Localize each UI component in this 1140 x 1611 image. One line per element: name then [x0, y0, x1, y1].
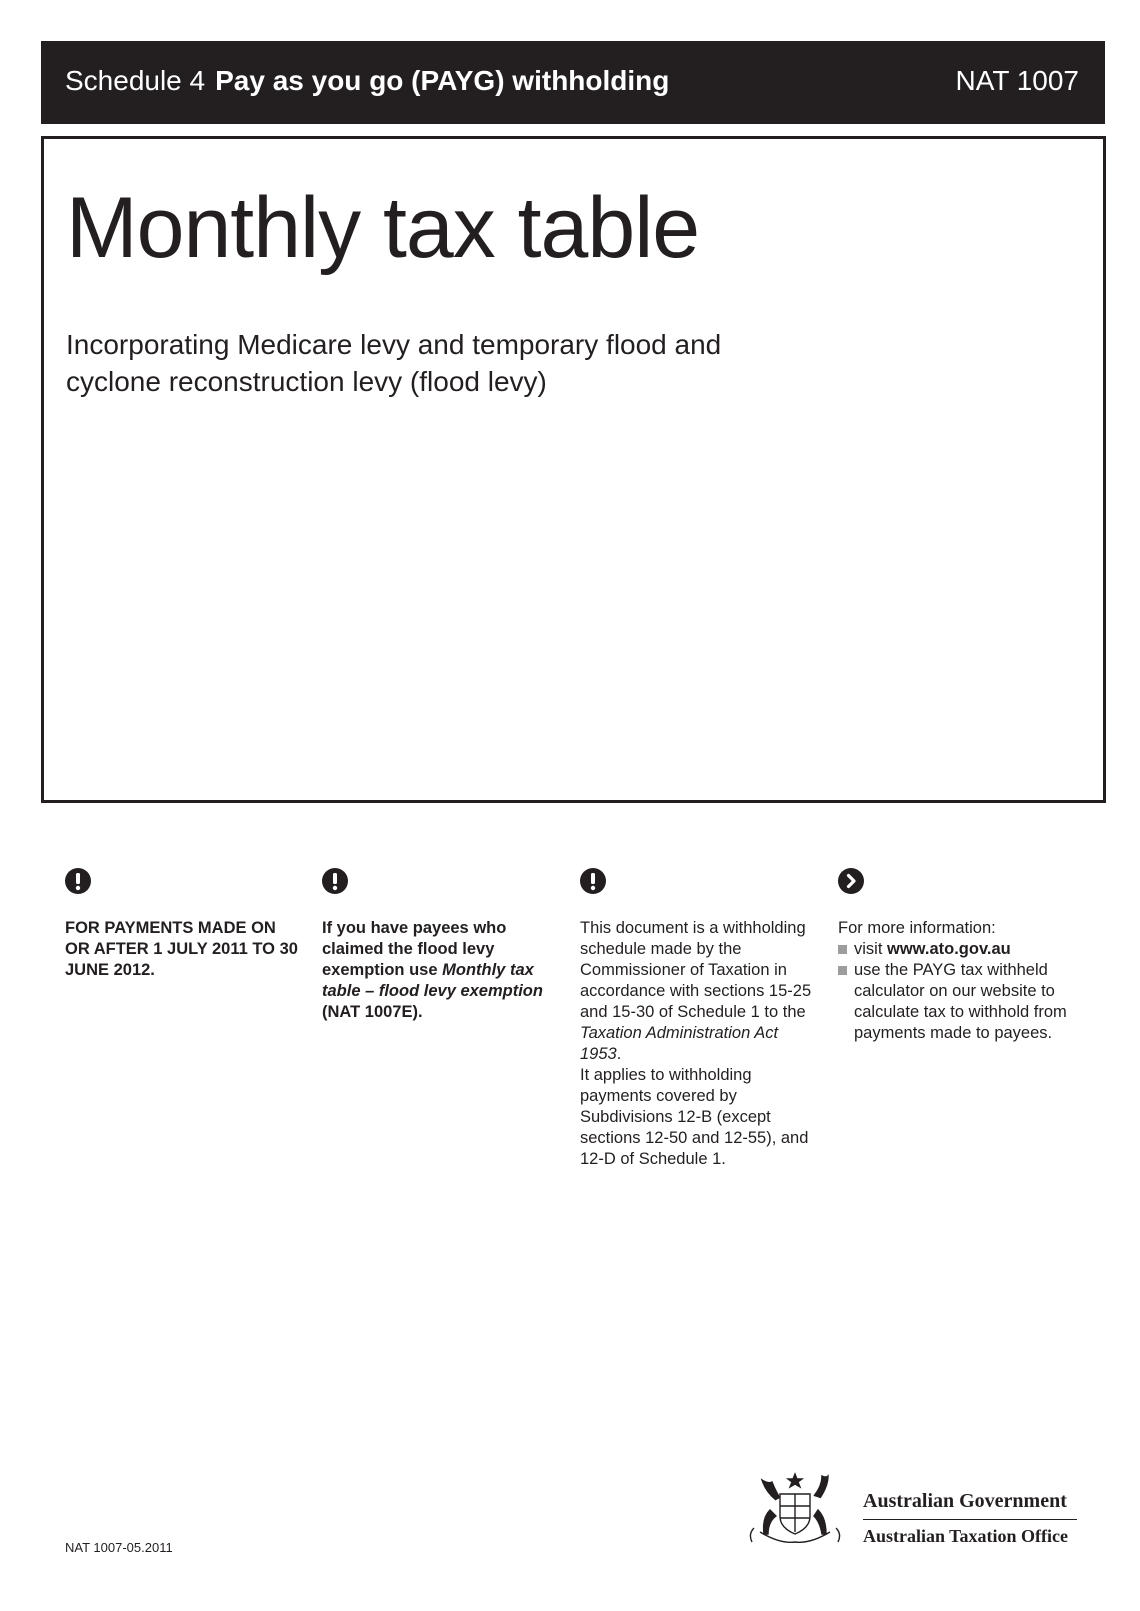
header-title: Pay as you go (PAYG) withholding	[215, 65, 670, 96]
flood-levy-note-text-b: (NAT 1007E).	[322, 1003, 423, 1021]
note-column-payment-period	[65, 868, 305, 981]
flood-levy-exemption-title: Monthly tax table – flood levy exemption	[322, 961, 543, 1000]
header-bar	[41, 41, 1105, 124]
header-title-group	[65, 65, 669, 97]
exclamation-icon	[322, 868, 348, 894]
act-title: Taxation Administration Act 1953	[580, 1024, 779, 1063]
bullet-square-icon	[838, 966, 847, 975]
arrow-right-icon	[838, 868, 864, 894]
applicability-paragraph: It applies to withholding payments covered by Subdivisions 12-B (except sections 12-50 and 12-55), and 12-D of Schedule 1.	[580, 1066, 809, 1168]
flood-levy-note-text-a: If you have payees who claimed the flood levy exemption use	[322, 919, 507, 979]
list-item	[838, 960, 1078, 1044]
header-code: NAT 1007	[955, 65, 1079, 96]
agency-name: Australian Taxation Office	[863, 1526, 1069, 1546]
government-name: Australian Government	[863, 1490, 1067, 1512]
cover-title-box	[41, 136, 1106, 803]
legal-basis-end: .	[616, 1045, 622, 1063]
legal-basis-text: This document is a withholding schedule made by the Commissioner of Taxation in accordance with sections 15-25 and 15-30 of Schedule 1 to the	[580, 919, 812, 1021]
exclamation-icon	[580, 868, 606, 894]
logo-divider	[863, 1519, 1077, 1520]
more-info-list	[838, 939, 1078, 1044]
more-info-intro: For more information:	[838, 919, 996, 937]
page-title: Monthly tax table	[66, 180, 700, 276]
note-column-flood-levy	[322, 868, 562, 1023]
page-subtitle: Incorporating Medicare levy and temporary flood and cyclone reconstruction levy (flood levy)	[66, 329, 722, 397]
visit-label: visit	[854, 940, 887, 958]
bullet-square-icon	[838, 945, 847, 954]
schedule-label: Schedule 4	[65, 65, 206, 96]
note-column-more-info	[838, 868, 1078, 1044]
legal-basis-paragraph	[580, 918, 820, 1065]
ato-website-link[interactable]: www.ato.gov.au	[887, 940, 1011, 958]
calculator-tip: use the PAYG tax withheld calculator on our website to calculate tax to withhold from payments made to payees.	[854, 961, 1067, 1042]
coat-of-arms-icon	[740, 1470, 850, 1555]
note-column-legal-basis	[580, 868, 820, 1170]
document-code: NAT 1007-05.2011	[65, 1540, 173, 1555]
list-item	[838, 939, 1078, 960]
flood-levy-note	[322, 918, 562, 1023]
payment-period-note: FOR PAYMENTS MADE ON OR AFTER 1 JULY 2011 TO 30 JUNE 2012.	[65, 919, 298, 979]
exclamation-icon	[65, 868, 91, 894]
